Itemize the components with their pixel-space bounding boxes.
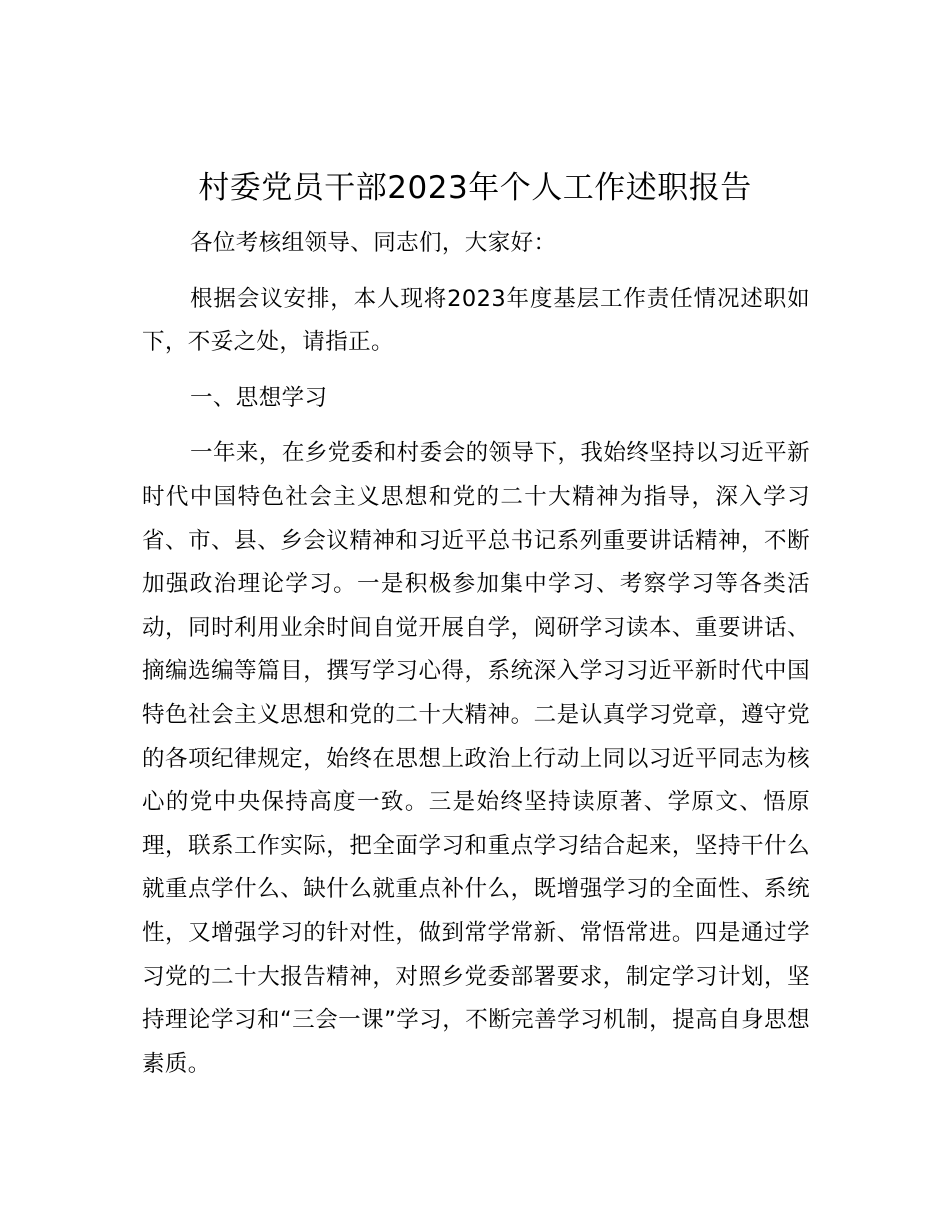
document-body [142,222,810,1086]
greeting-paragraph: 各位考核组领导、同志们，大家好： [190,230,557,256]
intro-paragraph: 根据会议安排，本人现将2023年度基层工作责任情况述职如下，不妥之处，请指正。 [142,285,810,356]
section-body-paragraph: 一年来，在乡党委和村委会的领导下，我始终坚持以习近平新时代中国特色社会主义思想和党的二十大精神为指导，深入学习省、市、县、乡会议精神和习近平总书记系列重要讲话精神，不断加强政治理论学习。一是积极参加集中学习、考察学习等各类活动，同时利用业余时间自觉开展自学，阅研学习读本、重要讲话、摘编选编等篇目，撰写学习心得，系统深入学习习近平新时代中国特色社会主义思想和党的二十大精神。二是认真学习党章，遵守党的各项纪律规定，始终在思想上政治上行动上同以习近平同志为核心的党中央保持高度一致。三是始终坚持读原著、学原文、悟原理，联系工作实际，把全面学习和重点学习结合起来，坚持干什么就重点学什么、缺什么就重点补什么，既增强学习的全面性、系统性，又增强学习的针对性，做到常学常新、常悟常进。四是通过学习党的二十大报告精神，对照乡党委部署要求，制定学习计划，坚持理论学习和“三会一课”学习，不断完善学习机制，提高自身思想素质。 [142,440,810,1077]
section-heading: 一、思想学习 [190,384,328,411]
document-title: 村委党员干部2023年个人工作述职报告 [198,170,752,206]
